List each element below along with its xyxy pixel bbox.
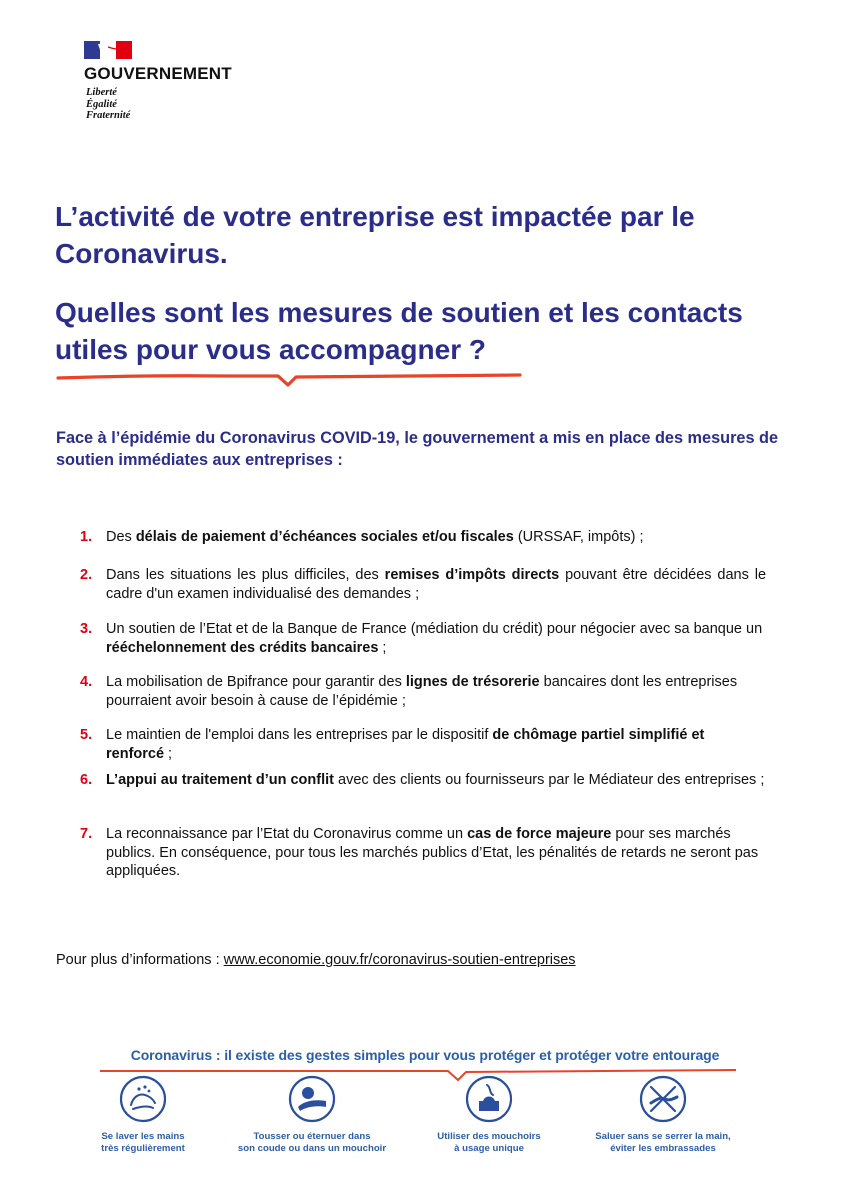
measure-number: 4.	[80, 674, 93, 690]
gesture-tissue	[414, 1075, 564, 1155]
marianne-flag-logo	[84, 41, 132, 59]
gesture-caption: Saluer sans se serrer la main, éviter les embrassades	[595, 1131, 731, 1154]
intro-paragraph: Face à l’épidémie du Coronavirus COVID-19, le gouvernement a mis en place des mesures de soutien immédiates aux entreprises :	[56, 429, 779, 469]
gesture-caption: Se laver les mains très régulièrement	[101, 1131, 185, 1154]
measure-number: 6.	[80, 772, 93, 788]
gesture-no-handshake	[588, 1075, 738, 1155]
gesture-sneeze-elbow	[237, 1075, 387, 1155]
more-info-link[interactable]: www.economie.gouv.fr/coronavirus-soutien-entreprises	[223, 952, 576, 968]
hand-washing-icon	[119, 1075, 167, 1123]
title-underline-decoration	[56, 366, 522, 390]
measure-number: 2.	[80, 567, 93, 583]
sneeze-elbow-icon	[288, 1075, 336, 1123]
more-info	[56, 951, 576, 970]
measure-number: 1.	[80, 529, 93, 545]
no-handshake-icon	[639, 1075, 687, 1123]
page-subtitle: Quelles sont les mesures de soutien et les contacts utiles pour vous accompagner ?	[55, 297, 743, 365]
tissue-box-icon	[465, 1075, 513, 1123]
page-title: L’activité de votre entreprise est impactée par le Coronavirus.	[55, 201, 695, 269]
more-info-label: Pour plus d’informations :	[56, 952, 224, 968]
government-wordmark: GOUVERNEMENT	[84, 64, 232, 83]
measure-number: 5.	[80, 727, 93, 743]
gestures-banner-title: Coronavirus : il existe des gestes simples pour vous protéger et protéger votre entourage	[130, 1047, 720, 1063]
gesture-hand-washing	[68, 1075, 218, 1155]
republic-motto: Liberté Égalité Fraternité	[86, 87, 131, 121]
gesture-caption: Tousser ou éternuer dans son coude ou dans un mouchoir	[237, 1131, 387, 1154]
measure-number: 7.	[80, 826, 93, 842]
gesture-caption: Utiliser des mouchoirs à usage unique	[437, 1131, 541, 1154]
measure-number: 3.	[80, 621, 93, 637]
